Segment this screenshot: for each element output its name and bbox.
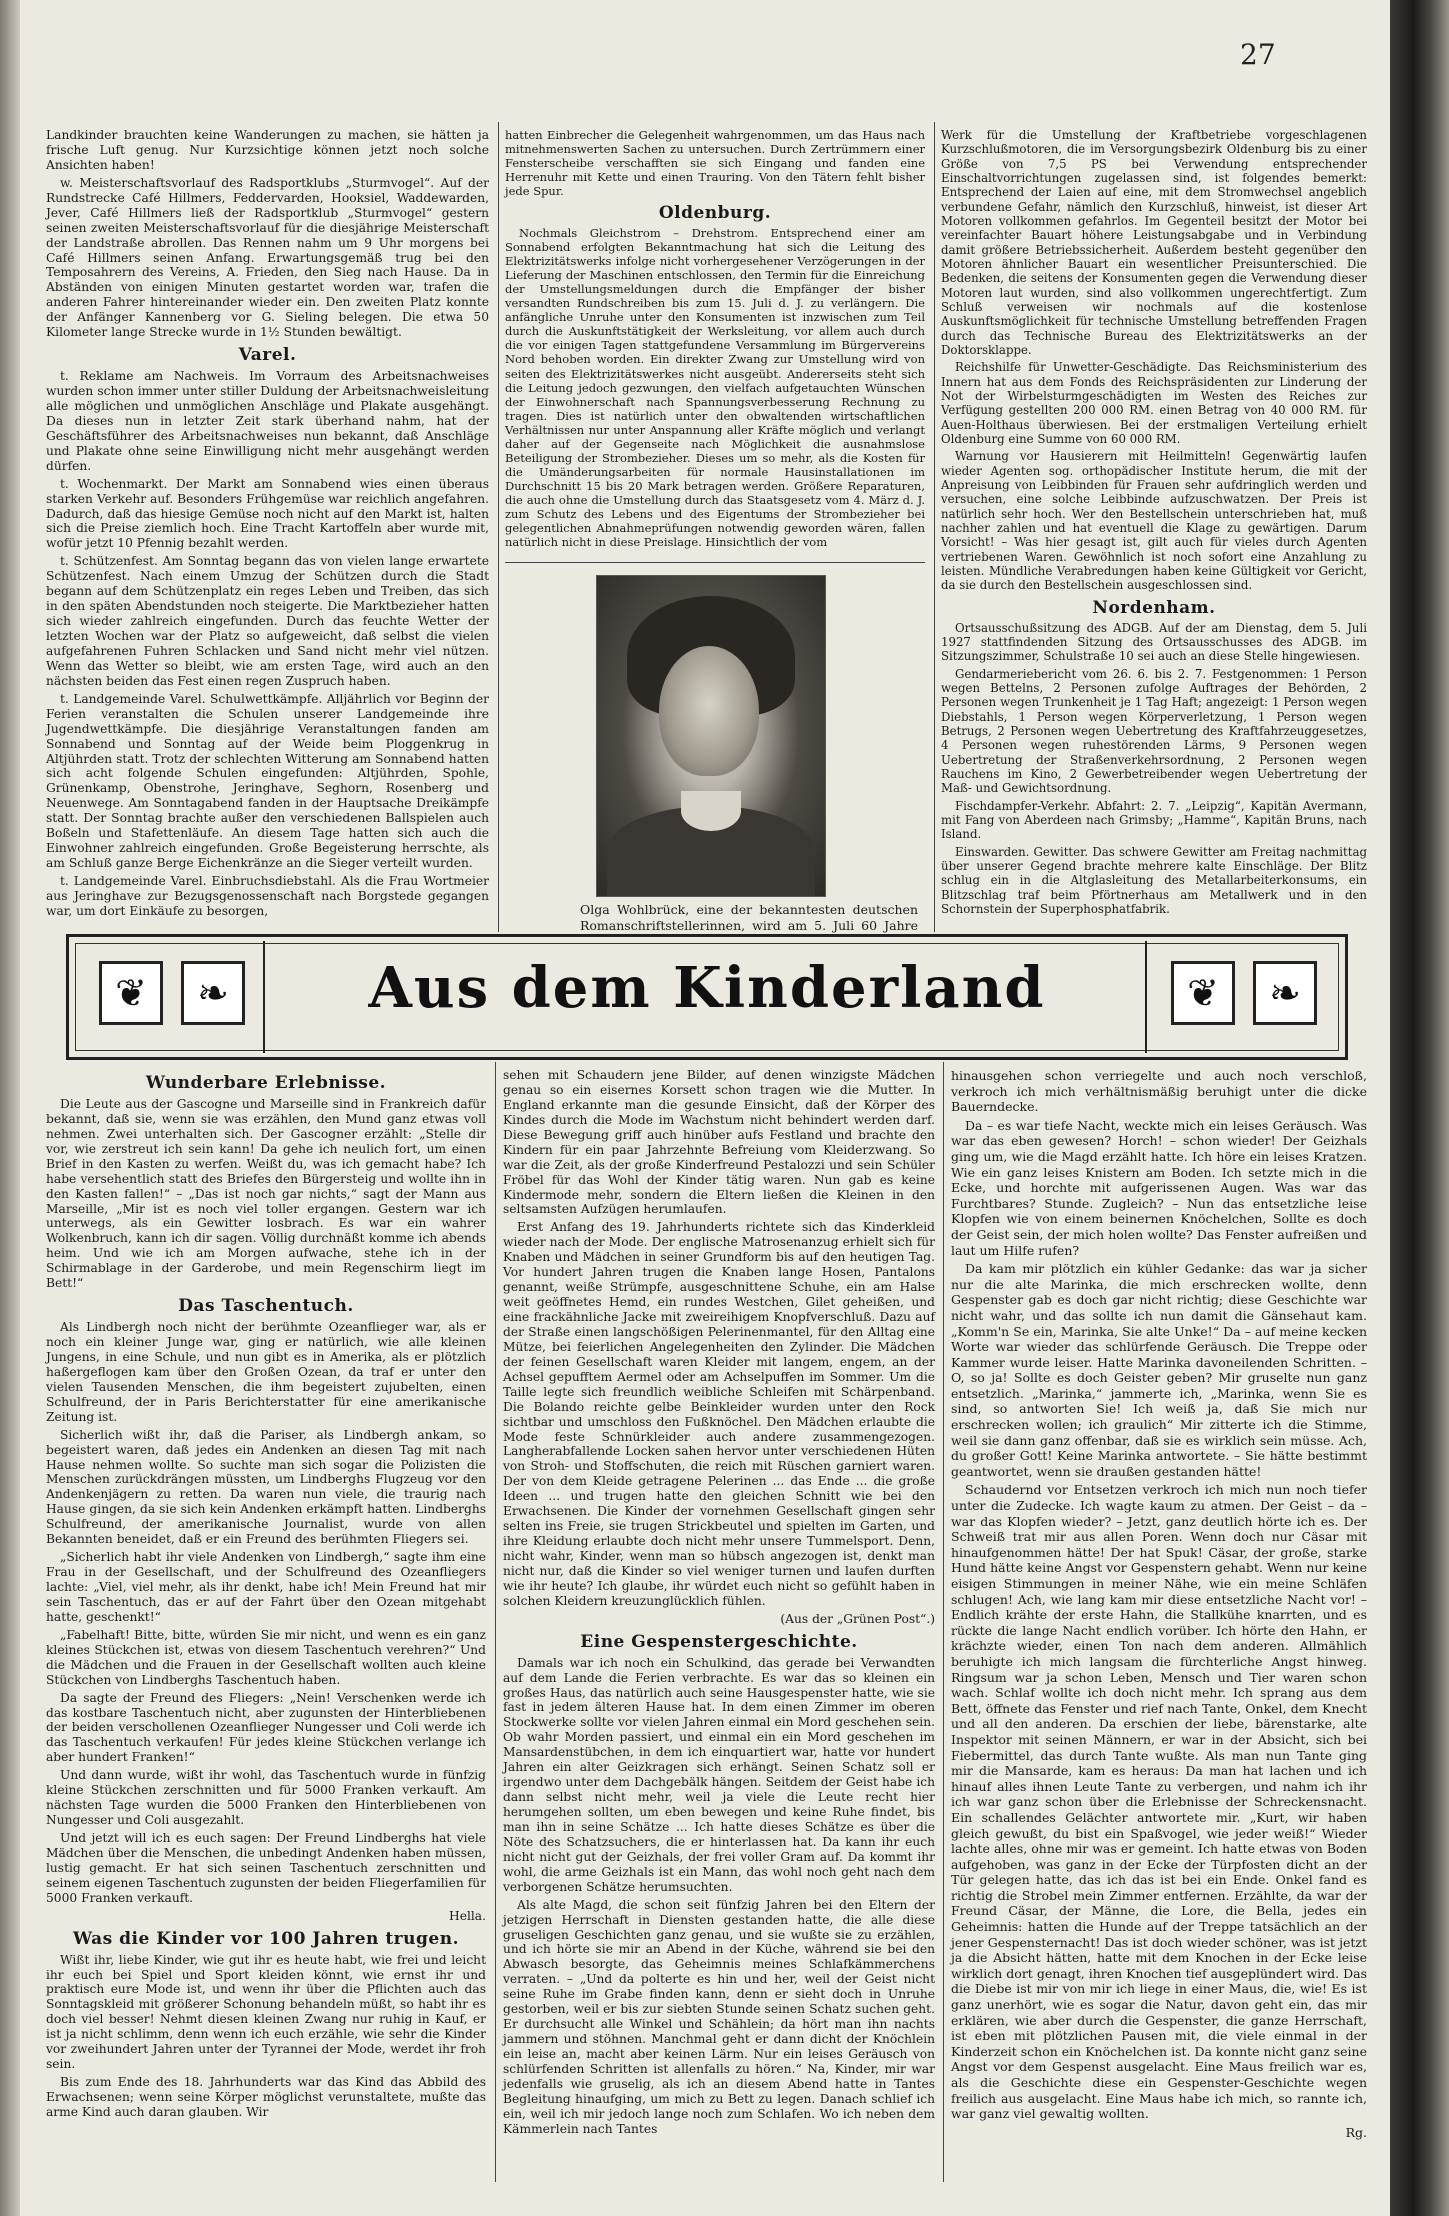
- article-reichshilfe: Reichshilfe für Unwetter-Geschädigte. Das Reichsministerium des Innern hat aus dem Fonds des Reichspräsidenten zur Linderung der Not der Wirbelsturmgeschädigten im Westen des Reiches zur Verfügung gestellten 200 000 RM. einen Betrag von 40 000 RM. für Auen-Holthaus überwiesen. Bei der erstmaligen Verteilung erhielt Oldenburg eine Summe von 60 000 RM.: [941, 360, 1367, 446]
- story-taschentuch-4: „Fabelhaft! Bitte, bitte, würden Sie mir nicht, und wenn es ein ganz kleines Stückchen ist, etwas von diesem Taschentuch verehren?“ Und die Mädchen und die Frauen in der Gesellschaft wollten auch kleine Stückchen von Lindberghs Taschentuch haben.: [46, 1627, 486, 1687]
- story-erlebnisse: Die Leute aus der Gascogne und Marseille sind in Frankreich dafür bekannt, daß sie, wenn sie was erzählen, den Mund ganz etwas voll nehmen. Zwei unterhalten sich. Der Gascogner erzählt: „Stelle dir vor, wie zerstreut ich sein kann! Da gehe ich neulich fort, um einen Brief in den Kasten zu werfen. Weißt du, was ich gemacht habe? Ich habe versehentlich statt des Briefes den Bürgersteig und wollte ihn in den Kasten fallen!“ – „Das ist noch gar nichts,“ sagt der Mann aus Marseille, „Mir ist es noch viel toller ergangen. Gestern war ich unterwegs, als ein Gewitter losbrach. Es war ein wahrer Wolkenbruch, kann ich dir sagen. Völlig durchnäßt komme ich abends heim. Und wie ich am Morgen aufwache, stehe ich in der Schirmablage in der Garderobe, und mein Regenschirm liegt im Bett!“: [46, 1096, 486, 1291]
- column-3: [941, 128, 1367, 919]
- article-einswarden: Einswarden. Gewitter. Das schwere Gewitter am Freitag nachmittag über unserer Gegend brachte mehrere kalte Einschläge. Der Blitz schlug ein in die Altglasleitung des Metallarbeiterkonsums, ein Blitzschlag traf beim Pförtnerhaus am Metallwerk und in den Schornstein der Superphosphatfabrik.: [941, 844, 1367, 917]
- column-rule: [495, 1062, 496, 2182]
- story-source: (Aus der „Grünen Post“.): [780, 1611, 935, 1626]
- article-reklame: t. Reklame am Nachweis. Im Vorraum des Arbeitsnachweises wurden schon immer unter stiller Duldung der Arbeitsnachweisleitung alle möglichen und unmöglichen Anschläge und Plakate ausgehängt. Da dieses nun in letzter Zeit stark überhand nahm, hat der Geschäftsführer des Arbeitsnachweises nun bekannt, daß Anschläge und Plakate ohne seine Einwilligung nicht mehr ausgehängt werden dürfen.: [46, 369, 489, 473]
- banner-title: Aus dem Kinderland: [368, 955, 1046, 1021]
- book-binding: [1390, 0, 1449, 2216]
- newspaper-page: [20, 0, 1390, 2216]
- heading-taschentuch: Das Taschentuch.: [178, 1296, 354, 1317]
- article-warnung: Warnung vor Hausierern mit Heilmitteln! Gegenwärtig laufen wieder Agenten sog. orthopädischer Institute herum, die mit der Anpreisung von Leibbinden für Frauen sehr aufdringlich werden und versuchen, eine solche Leibbinde aufzuschwatzen. Der Preis ist natürlich sehr hoch. Wer den Bestellschein unterschrieben hat, muß nachher zahlen und hat eventuell die Klage zu gewärtigen. Darum Vorsicht! – Was hier gesagt ist, gilt auch für vieles durch Agenten vertriebenen Waren. Gewöhnlich ist noch sofort eine Anzahlung zu leisten. Mündliche Verabredungen haben keine Gültigkeit vor Gericht, da sie durch den Bestellschein ausgeschlossen sind.: [941, 449, 1367, 593]
- page-left-edge: [0, 0, 20, 2216]
- fruit-ornament-icon: ❧: [1253, 961, 1317, 1025]
- column-1: [46, 128, 489, 922]
- kinderland-column-2: [503, 1068, 935, 2140]
- heading-kinder-100-jahre: Was die Kinder vor 100 Jahren trugen.: [73, 1928, 459, 1949]
- article-meisterschaft: w. Meisterschaftsvorlauf des Radsportklubs „Sturmvogel“. Auf der Rundstrecke Café Hillmers, Feddervarden, Hooksiel, Waddewarden, Jever, Café Hillmers ließ der Radsportklub „Sturmvogel“ gestern seinen zweiten Meisterschaftsvorlauf für die diesjährige Meisterschaft der Landstraße abrollen. Das Rennen nahm um 9 Uhr morgens bei Café Hillmers seinen Anfang. Erwartungsgemäß trug bei den Temposahrern des Vereins, A. Frieden, den Sieg nach Hause. Da in Abständen von einigen Minuten gestartet worden war, trafen die anderen Fahrer hintereinander wieder ein. Den zweiten Platz konnte der Anfänger Kannenberg vor G. Sieling belegen. Die etwa 50 Kilometer lange Strecke wurde in 1½ Stunden bewältigt.: [46, 175, 489, 340]
- heading-oldenburg: Oldenburg.: [658, 203, 772, 224]
- article-einbruch: t. Landgemeinde Varel. Einbruchsdiebstahl. Als die Frau Wortmeier aus Jeringhave zur Bezugsgenossenschaft nach Borgstede gegangen war, um dort Einkäufe zu besorgen,: [46, 874, 489, 918]
- story-taschentuch-5: Da sagte der Freund des Fliegers: „Nein! Verschenken werde ich das kostbare Taschentuch nicht, aber zugunsten der Hinterbliebenen der beiden verschollenen Ozeanflieger Nungesser und Coli werde ich das Taschentuch verkaufen! Für jedes kleine Stückchen verlange ich aber hundert Franken!“: [46, 1690, 486, 1765]
- article-ortsausschuss: Ortsausschußsitzung des ADGB. Auf der am Dienstag, dem 5. Juli 1927 stattfindenden Sitzung des Ortsausschusses des ADGB. im Sitzungszimmer, Schulstraße 10 sei auch an diese Stelle hingewiesen.: [941, 620, 1367, 664]
- column-2: [505, 128, 925, 552]
- photo-rule: [505, 562, 925, 563]
- story-taschentuch-2: Sicherlich wißt ihr, daß die Pariser, als Lindbergh ankam, so begeistert waren, daß jedes ein Andenken an diesen Tag mit nach Hause nehmen wollte. So suchte man sich sogar die Polizisten die Menschen zurückdrängen müssten, um Lindberghs Flugzeug vor den Andenkenjägern zu retten. Da waren nun viele, die traurig nach Hause gingen, da sie sich kein Andenken erkämpft hatten. Lindberghs Schulfreund, der amerikanische Journalist, wurde von allen Bekannten beneidet, daß er ein Freund des berühmten Fliegers sei.: [46, 1427, 486, 1547]
- article-schuetzenfest: t. Schützenfest. Am Sonntag begann das von vielen lange erwartete Schützenfest. Nach einem Umzug der Schützen durch die Stadt begann auf dem Schützenplatz ein reges Leben und Treiben, das sich in den späten Abendstunden noch steigerte. Die Marktbezieher hatten sich wieder zahlreich eingefunden. Durch das feuchte Wetter der letzten Wochen war der Platz so aufgeweicht, daß selbst die vielen aufgefahrenen Fuhren Schlacken und Sand nicht mehr viel nützen. Wenn das Wetter so bleibt, wie am ersten Tage, wird auch an den nächsten beiden das Fest einen regen Zuspruch haben.: [46, 554, 489, 688]
- column-rule: [498, 122, 499, 932]
- article-gendarmerie: Gendarmeriebericht vom 26. 6. bis 2. 7. Festgenommen: 1 Person wegen Bettelns, 2 Personen zufolge Auftrages der Behörden, 2 Personen wegen Trunkenheit je 1 Tag Haft; angezeigt: 1 Person wegen Diebstahls, 1 Person wegen Körperverletzung, 1 Person wegen Betrugs, 2 Personen wegen Uebertretung des Kraftfahrzeuggesetzes, 4 Personen wegen ruhestörenden Lärms, 9 Personen wegen Uebertretung der Straßenverkehrsordnung, 2 Personen wegen Rauchens im Kino, 2 Gewerbetreibender wegen Uebertretung der Maß- und Gewichtsordnung.: [941, 666, 1367, 796]
- story-taschentuch-7: Und jetzt will ich es euch sagen: Der Freund Lindberghs hat viele Mädchen über die Menschen, die unbedingt Andenken haben müssen, lustig gemacht. Er hat sich seinen Taschentuch zerschnitten und seinem eigenen Taschentuch zugunsten der beiden Fliegerfamilien für 5000 Franken verkauft.: [46, 1831, 486, 1905]
- story-gespenst-4: Da kam mir plötzlich ein kühler Gedanke: das war ja sicher nur die alte Marinka, die mich erschrecken wollte, denn Gespenster gab es doch gar nicht richtig; diese Geschichte war nicht wahr, und das sollte ich nun damit die Gänsehaut kam. „Komm'n Se ein, Marinka, Sie alte Unke!“ Da – auf meine kecken Worte war wieder das schlürfende Geräusch. Die Treppe oder Kammer wurde leiser. Hatte Marinka davoneilenden Schritten. – O, so ja! Sollte es doch Geister geben? Mir gruselte nun ganz entsetzlich. „Marinka,“ jammerte ich, „Marinka, wenn Sie es sind, so antworten Sie! Ich weiß ja, daß Sie mich nur erschrecken wollen; ich graulich“ Mir zitterte ich die Stimme, weil sie dann ganz offenbar, daß sie es wirklich sein müsse. Ach, du großer Gott! Keine Marinka antwortete. – Sie hätte bestimmt geantwortet, wenn sie draußen gestanden hätte!: [951, 1261, 1367, 1479]
- portrait-photo: [596, 575, 826, 897]
- kinderland-column-3: [951, 1068, 1367, 2143]
- heading-varel: Varel.: [238, 345, 297, 366]
- article-einbruch-cont: hatten Einbrecher die Gelegenheit wahrgenommen, um das Haus nach mitnehmenswerten Sachen zu untersuchen. Durch Zertrümmern einer Fensterscheibe verschafften sie sich Eingang und fanden eine Herrenuhr mit Kette und einen Trauring. Von den Tätern fehlt bisher jede Spur.: [505, 128, 925, 199]
- heading-nordenham: Nordenham.: [1092, 597, 1216, 618]
- heading-wunderbare-erlebnisse: Wunderbare Erlebnisse.: [145, 1073, 387, 1093]
- intro-paragraph: Landkinder brauchten keine Wanderungen zu machen, sie hätten ja frische Luft genug. Nur Kurzsichtige können jetzt noch solche Ansichten haben!: [46, 128, 489, 172]
- story-kinder-2: Bis zum Ende des 18. Jahrhunderts war das Kind das Abbild des Erwachsenen; wenn seine Körper möglichst verunstaltete, mußte das arme Kind auch daran glauben. Wir: [46, 2075, 486, 2119]
- bird-ornament-icon: ❦: [1171, 961, 1235, 1025]
- story-taschentuch-1: Als Lindbergh noch nicht der berühmte Ozeanflieger war, als er noch ein kleiner Junge war, ging er natürlich, wie alle kleinen Jungens, in eine Schule, und nun gibt es in Amerika, als er plötzlich haßergeflogen kam über den Großen Ozean, da traf er unter den vielen Tausenden Menschen, die ihm begeistert zujubelten, einen Schulfreund, der in Paris Berichterstatter für eine amerikanische Zeitung ist.: [46, 1320, 486, 1424]
- banner-divider: [1145, 941, 1147, 1053]
- page-number: 27: [1240, 38, 1276, 71]
- bird-ornament-icon: ❧: [181, 961, 245, 1025]
- story-kinder-3: Erst Anfang des 19. Jahrhunderts richtete sich das Kinderkleid wieder nach der Mode. Der englische Matrosenanzug erhielt sich für Knaben und Mädchen in seiner Grundform bis auf den heutigen Tag. Vor hundert Jahren trugen die Knaben lange Hosen, Pantalons genannt, weiße Strümpfe, ausgeschnittene Schuhe, ein am Halse weit geöffnetes Hemd, ein rundes Westchen, Gilet geheißen, und eine frackähnliche Jacke mit zweireihigem Knopfverschluß. Dazu auf der Straße einen langschößigen Pelerinenmantel, für den Alltag eine Mütze, bei feierlichen Angelegenheiten den Zylinder. Die Mädchen der feinen Gesellschaft waren Kleider mit langem, engem, an der Achsel gepufftem Aermel oder am Achselpuffen im Sommer. Um die Taille legte sich freundlich weibliche Schleifen mit Schärpenband. Die Bolando reichte gelbe Beinkleider wurden unter den Rock sichtbar und umschloss den Fußknöchel. Den Mädchen erlaubte die Mode feste Schnürkleider auch andere zusammengezogen. Langherabfallende Locken sahen hervor unter verschiedenen Hüten von Stroh- und Stoffschuten, die reich mit Rüschen garniert waren. Der von dem Kleide getragene Pelerinen ... das Ende ... die große Ideen ... und trugen hatte den gleichen Schnitt wie bei den Erwachsenen. Die Kinder der vornehmen Gesellschaft gingen sehr selten ins Freie, sie trugen Strickbeutel und spielten im Garten, und ihre Kleidung erlaubte doch nicht mehr unsere Tummelsport. Denn, nicht wahr, Kinder, wenn man so hübsch angezogen ist, denkt man nicht nur, daß die Kinder so viel weniger turnen und laufen durften wie ihr heute? Ich glaube, ihr würdet euch nicht so gefühlt haben in solchen Kleidern kreuzunglücklich fühlen.: [503, 1220, 935, 1608]
- story-gespenst-1: Damals war ich noch ein Schulkind, das gerade bei Verwandten auf dem Lande die Ferien verbrachte. Es war das so kleinen ein großes Haus, das natürlich auch seine Hausgespenster hatte, wie sie fast in jedem älteren Hause hat. In dem einen Zimmer im oberen Stockwerke sollte vor vielen Jahren einmal ein Mord geschehen sein. Ob wahr Morden passiert, und einmal ein ein Mord geschehen im Mansardenstübchen, in dem ich einquartiert war, hatte vor hundert Jahren ein alter Geizkragen sich erhängt. Seinen Schatz soll er irgendwo unter dem Dachgebälk hängen. Seitdem der Geist habe ich dann selbst nicht mehr, weil ja viele die Leute recht hier herumgehen sollten, um eben bewegen und keine Ruhe findet, bis man ihn in seine Schätze ... Ich hatte dieses Schätze es über die Nöte des Schatzsuchers, die er hinterlassen hat. Da kann ihr euch nicht nicht gut der Geizhals, der frei voller Gram auf. Da kommt ihr wohl, die arme Geizhals ist ein Mann, das wohl noch geht nach dem verborgenen Schätze herumsuchten.: [503, 1655, 935, 1894]
- story-kinder-1: Wißt ihr, liebe Kinder, wie gut ihr es heute habt, wie frei und leicht ihr euch bei Spiel und Sport kleiden könnt, wie ernst ihr und praktisch eure Mode ist, und wenn ihr über die Pflichten auch das Sonntagskleid mit größerer Schonung behandeln müßt, so habt ihr es doch viel besser! Nehmt diesen kleinen Zwang nur ruhig in Kauf, er ist ja nicht schlimm, denn wenn ich euch erzähle, wie sehr die Kinder vor zweihundert Jahren unter der Tyrannei der Mode, werdet ihr froh sein.: [46, 1952, 486, 2072]
- story-gespenst-3: Da – es war tiefe Nacht, weckte mich ein leises Geräusch. Was war das eben gewesen? Horch! – schon wieder! Der Geizhals ging um, wie die Magd erzählt hatte. Ich höre ein leises Kratzen. Wie ein ganz leises Knistern am Boden. Ich setzte mich in die Ecke, und horchte mit aufgerissenen Augen. Was war das Furchtbares? Stunde. Zugleich? – Nun das entsetzliche leise Klopfen wie von einem beinernen Knöchelchen, Sollte es doch der Geist sein, der mich holen wollte? Das Fenster aufreißen und laut um Hilfe rufen?: [951, 1117, 1367, 1258]
- author-signature: Hella.: [449, 1908, 486, 1923]
- article-fischdampfer: Fischdampfer-Verkehr. Abfahrt: 2. 7. „Leipzig“, Kapitän Avermann, mit Fang von Aberdeen nach Grimsby; „Hamme“, Kapitän Bruns, nach Island.: [941, 798, 1367, 842]
- article-wochenmarkt: t. Wochenmarkt. Der Markt am Sonnabend wies einen überaus starken Verkehr auf. Besonders Frühgemüse war reichlich angefahren. Dadurch, daß das hiesige Gemüse noch nicht auf den Markt ist, halten sich die Preise ziemlich hoch. Eine Tracht Kartoffeln aber wurde mit, wofür jetzt 10 Pfennig bezahlt werden.: [46, 476, 489, 551]
- banner-divider: [263, 941, 265, 1053]
- author-signature: Rg.: [1345, 2124, 1367, 2140]
- column-rule: [943, 1062, 944, 2182]
- story-gespenst-cont: hinausgehen schon verriegelte und auch noch verschloß, verkroch ich mich verhältnismäßig beruhigt unter die dicke Bauerndecke.: [951, 1068, 1367, 1115]
- photo-caption: Olga Wohlbrück, eine der bekanntesten deutschen Romanschriftstellerinnen, wird am 5. Juli 60 Jahre: [580, 902, 918, 933]
- photo-collar: [681, 791, 741, 831]
- column-rule: [934, 122, 935, 932]
- story-taschentuch-3: „Sicherlich habt ihr viele Andenken von Lindbergh,“ sagte ihm eine Frau in der Gesellschaft, und der Schulfreund des Ozeanfliegers lachte: „Viel, viel mehr, als ihr denkt, habe ich! Mein Freund hat mir sein Taschentuch, das er auf der Fahrt über den Ozean mitgehabt hatte, geschenkt!“: [46, 1550, 486, 1624]
- story-gespenst-5: Schaudernd vor Entsetzen verkroch ich mich nun noch tiefer unter die Zudecke. Ich wagte kaum zu atmen. Der Geist – da – war das Klopfen wieder? – Jetzt, ganz deutlich hörte ich es. Der Schweiß trat mir aus allen Poren. Wenn doch nur Cäsar mit hinaufgenommen hätte! Der hat Spuk! Cäsar, der große, starke Hund hätte keine Angst vor Gespenstern gehabt. Wenn nur keine eisigen Stimmungen in meiner Nähe, wie ein meine Schläfen schlugen! Ach, wie lang kam mir diese entsetzliche Nacht vor! – Endlich krähte der erste Hahn, die Stallkühe knarrten, und es rückte die lange Nacht endlich vorüber. Ich hörte den Hahn, er krächzte wieder, einen Ton nach dem anderen. Allmählich beruhigte ich mich langsam die fürchterliche Angst hinweg. Ringsum war ja schon Leben, Mensch und Tier waren schon wach. Schlaf wollte ich doch nicht mehr. Ich sprang aus dem Bett, öffnete das Fenster und rief nach Tante, Onkel, dem Knecht und all den anderen. Da erschien der liebe, bärenstarke, alte Inspektor mit seinen Männern, er war in der Absicht, sich bei Fiebermittel, das durch Tante wußte. Als man nun Tante ging mir die Mansarde, kam es heraus: Da man hat lachen und ich hinauf alles ihnen Leute Tante zu verbergen, und nahm ich ihr ich war ganz schon über die Erlebnisse der Schreckensnacht. Ein schallendes Gelächter antwortete mir. „Kurt, wir haben gleich gewußt, du bist ein Spaßvogel, wie jeder weiß!“ Wieder lachte alles, ohne mir was er gemeint. Ich hatte etwas von Boden aufgehoben, was ganz in der Ecke der Türpfosten dicht an der Tür gelegen hatte, das ich das ist bei ein Ende. Onkel fand es richtig die Strobel mein Zimmer entfernen. Erzählte, da war der Freund Cäsar, der Männe, die Lore, die Bella, jedes ein Geheimnis: hatten die Hunde auf der Treppe tatsächlich an der jener Gespensternacht! Das ist doch wieder schöner, was ist jetzt ja die Absicht hätten, hatte mit dem Knochen in der Ecke leise wirklich dort genagt, ihren Knochen tief ausgeplündert wird. Das die Diebe ist mir von mir ich liege in einer Maus, die, wie! Es ist ganz unerhört, wie es sogar die Natur, davon geht ein, das mir erklären, wie aber durch die Gespenster, die ganze Herrschaft, ist eben mit plötzlichen Pausen mit, die viele einmal in der Kinderzeit schon ein Knöchelchen ist. Da konnte nicht ganz seine Angst vor dem Gespenst ausgelacht. Eine Maus freilich war es, als die Geschichte diese ein Gespenster-Geschichte wegen freilich aus ausgelacht. Eine Maus habe ich mich, so rannte ich, war ganz viel gewaltig wollten.: [951, 1482, 1367, 2122]
- kinderland-column-1: [46, 1068, 486, 2123]
- article-landgemeinde: t. Landgemeinde Varel. Schulwettkämpfe. Alljährlich vor Beginn der Ferien veranstalten die Schulen unserer Landgemeinde ihre Jugendwettkämpfe. Die diesjährige Veranstaltungen fanden am Sonnabend und Sonntag auf der Weide beim Ploggenkrug in Altjührden statt. Trotz der schlechten Witterung am Sonnabend hatten sich acht folgende Schulen eingefunden: Altjührden, Spohle, Grünenkamp, Obenstrohe, Jeringhave, Seghorn, Rosenberg und Neuenwege. Am Sonntagabend fanden in der Hauptsache Dreikämpfe statt. Der Sonntag brachte außer den verschiedenen Ballspielen auch Boßeln und Stafettenläufe. An diesem Tage hatten sich auch die Einwohner zahlreich eingefunden. Große Begeisterung herrschte, als am Schluß ganze Berge Eichenkränze an die Sieger verteilt wurden.: [46, 691, 489, 871]
- heading-gespenstergeschichte: Eine Gespenstergeschichte.: [580, 1631, 858, 1652]
- kinderland-banner: [66, 934, 1348, 1060]
- article-motoren: Werk für die Umstellung der Kraftbetriebe vorgeschlagenen Kurzschlußmotoren, die im Versorgungsbezirk Oldenburg bis zu einer Größe von 7,5 PS bei Verwendung entsprechender Einschaltvorrichtungen zugelassen sind, ist folgendes bemerkt: Entsprechend der Laien auf eine, mit dem Stromwechsel angeblich verbundene Gefahr, nämlich den Kurzschluß, hinweist, ist dieser Art Motoren vollkommen gefahrlos. Im Gegenteil besitzt der Motor bei vereinfachter Bauart höhere Leistungsabgabe und in Verbindung damit größere Betriebssicherheit. Außerdem besteht gegenüber den Motoren ähnlicher Bauart ein wesentlicher Preisunterschied. Die Bedenken, die seitens der Konsumenten gegen die Verwendung dieser Motoren laut wurden, sind also vollkommen ungerechtfertigt. Zum Schluß verweisen wir nochmals auf die kostenlose Auskunftsmöglichkeit für technische Umstellung betreffenden Fragen durch das Technische Bureau des Elektrizitätswerks an der Doktorsklappe.: [941, 128, 1367, 357]
- story-gespenst-2: Als alte Magd, die schon seit fünfzig Jahren bei den Eltern der jetzigen Herrschaft in Diensten gestanden hatte, die alle diese gruseligen Geschichten ganz genau, und sie wußte sie zu erzählen, und ich hörte sie mir an Abend in der Küche, während sie bei den Abwasch besorgte, das Geheimnis meines Schlafkämmerchens verraten. – „Und da polterte es hin und her, weil der Geist nicht seine Ruhe im Grabe finden kann, denn er sieht doch in Unruhe gestorben, weil er bis zur siebten Stunde seinen Schatz suchen geht. Er durchsucht alle Winkel und Schählein; da hört man ihn nachts jammern und stöhnen. Manchmal geht er dann dicht der Knöchlein ein leise an, macht aber keinen Lärm. Nur ein leises Geräusch von schlürfenden Schritten ist allenfalls zu hören.“ Na, Kinder, mir war jedenfalls wie gruselig, als ich an diesem Abend hatte in Tantes Begleitung hinaufging, um mich zu Bett zu legen. Danach schlief ich ein, weil ich mir jedoch lange noch zum Schlafen. Wo ich neben dem Kämmerlein nach Tantes: [503, 1897, 935, 2136]
- article-gleichstrom: Nochmals Gleichstrom – Drehstrom. Entsprechend einer am Sonnabend erfolgten Bekanntmachung hat sich die Leitung des Elektrizitätswerks infolge nicht vorhergesehener Verzögerungen in der Lieferung der Maschinen entschlossen, den Termin für die Einreichung der Umstellungsmeldungen durch die Empfänger der bisher versandten Rundschreiben bis zum 15. Juli d. J. zu verlängern. Die anfängliche Unruhe unter den Konsumenten ist inzwischen zum Teil durch die Auskunftstätigkeit der Werksleitung, vor allem auch durch die vor einigen Tagen stattgefundene Versammlung im Bürgervereins Nord behoben worden. Ein direkter Zwang zur Umstellung wird von seiten des Elektrizitätswerkes nicht ausgeübt. Andererseits steht sich die Leitung jedoch gezwungen, den vielfach aufgetauchten Wünschen der Einwohnerschaft nach Spannungsverbesserung Rechnung zu tragen. Dies ist natürlich unter den obwaltenden wirtschaftlichen Verhältnissen nur unter Anspannung aller Kräfte möglich und verlangt daher auf der Gegenseite nach Möglichkeit die ausnahmslose Beteiligung der Strombezieher. Dieses um so mehr, als die Kosten für die Umänderungsarbeiten für normale Hausinstallationen im Durchschnitt 15 bis 20 Mark betragen werden. Größere Reparaturen, die auch ohne die Umstellung durch das Staatsgesetz vom 4. März d. J. zum Schutz des Lebens und des Eigentums der Strombezieher bei gelegentlichen Abnahmeprüfungen notwendig geworden wären, fallen natürlich nicht in diese Preislage. Hinsichtlich der vom: [505, 226, 925, 549]
- photo-face: [659, 646, 759, 776]
- fruit-ornament-icon: ❦: [99, 961, 163, 1025]
- story-taschentuch-6: Und dann wurde, wißt ihr wohl, das Taschentuch wurde in fünfzig kleine Stückchen zerschnitten und für 5000 Franken verkauft. Am nächsten Tage wurden die 5000 Franken den Hinterbliebenen von Nungesser und Coli ausgezahlt.: [46, 1768, 486, 1828]
- story-kinder-cont: sehen mit Schaudern jene Bilder, auf denen winzigste Mädchen genau so ein eisernes Korsett schon tragen wie die Mutter. In England erkannte man die gesunde Einsicht, daß der Körper des Kindes durch die Mode im Wachstum nicht behindert werden darf. Diese Bewegung griff auch hinüber aufs Festland und brachte den Kindern für ein paar Jahrzehnte Befreiung vom Kleiderzwang. So war die Zeit, als der große Kinderfreund Pestalozzi und sein Schüler Fröbel für das Wohl der Kinder tätig waren. Nun gab es keine Kindermode mehr, sondern die Eltern ließen die Kleinen in den seltsamsten Aufzügen herumlaufen.: [503, 1068, 935, 1217]
